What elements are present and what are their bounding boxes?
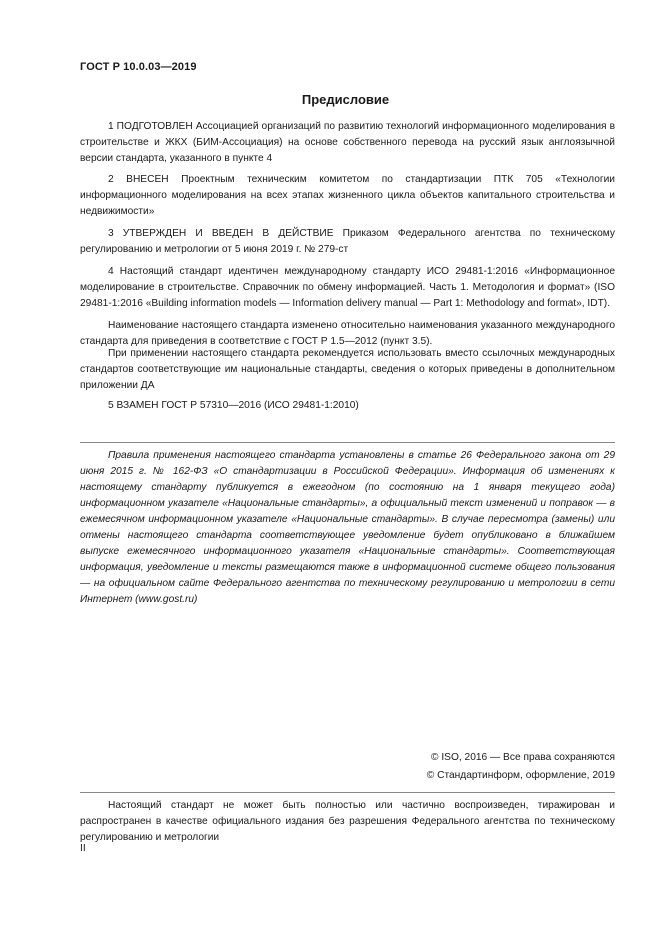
divider-top	[80, 442, 615, 443]
copyright-standartinform: © Стандартинформ, оформление, 2019	[426, 770, 615, 781]
foreword-item-3: 3 УТВЕРЖДЕН И ВВЕДЕН В ДЕЙСТВИЕ Приказом Федерального агентства по техническому регулированию и метрологии от 5 июня 2019 г. № 279-ст	[80, 228, 615, 255]
foreword-item-4: 4 Настоящий стандарт идентичен международному стандарту ИСО 29481-1:2016 «Информационное моделирование в строительстве. Справочник по обмену информацией. Часть 1. Методология и формат» (ISO 29481-1:2016 «Building information models — Information delivery manual — Part 1: Methodology and format», IDT).	[80, 266, 615, 309]
divider-bottom	[80, 792, 615, 793]
page-number: II	[80, 843, 86, 854]
document-id: ГОСТ Р 10.0.03—2019	[80, 61, 197, 73]
reproduction-notice: Настоящий стандарт не может быть полностью или частично воспроизведен, тиражирован и распространен в качестве официального издания без разрешения Федерального агентства по техническому регулированию и метрологии	[80, 800, 615, 843]
application-rules-notice: Правила применения настоящего стандарта установлены в статье 26 Федерального закона от 29 июня 2015 г. № 162-ФЗ «О стандартизации в Российской Федерации». Информация об изменениях к настоящему стандарту публикуется в ежегодном (по состоянию на 1 января текущего года) информационном указателе «Национальные стандарты», а официальный текст изменений и поправок — в ежемесячном информационном указателе «Национальные стандарты». В случае пересмотра (замены) или отмены настоящего стандарта соответствующее уведомление будет опубликовано в ближайшем выпуске ежемесячного информационного указателя «Национальные стандарты». Соответствующая информация, уведомление и тексты размещаются также в информационной системе общего пользования — на официальном сайте Федерального агентства по техническому регулированию и метрологии в сети Интернет (www.gost.ru)	[80, 450, 615, 605]
foreword-item-1: 1 ПОДГОТОВЛЕН Ассоциацией организаций по развитию технологий информационного моделирования в строительстве и ЖКХ (БИМ-Ассоциация) на основе собственного перевода на русский язык англоязычной версии стандарта, указанного в пункте 4	[80, 121, 615, 164]
foreword-item-2: 2 ВНЕСЕН Проектным техническим комитетом по стандартизации ПТК 705 «Технологии информационного моделирования на всех этапах жизненного цикла объектов капитального строительства и недвижимости»	[80, 174, 615, 217]
foreword-item-5: 5 ВЗАМЕН ГОСТ Р 57310—2016 (ИСО 29481-1:2010)	[108, 400, 359, 411]
copyright-iso: © ISO, 2016 — Все права сохраняются	[431, 752, 615, 763]
foreword-item-4-references: При применении настоящего стандарта рекомендуется использовать вместо ссылочных международных стандартов соответствующие им национальные стандарты, сведения о которых приведены в дополнительном приложении ДА	[80, 348, 615, 391]
page-title: Предисловие	[301, 92, 390, 107]
foreword-item-4-name-change: Наименование настоящего стандарта изменено относительно наименования указанного международного стандарта для приведения в соответствие с ГОСТ Р 1.5—2012 (пункт 3.5).	[80, 320, 615, 347]
